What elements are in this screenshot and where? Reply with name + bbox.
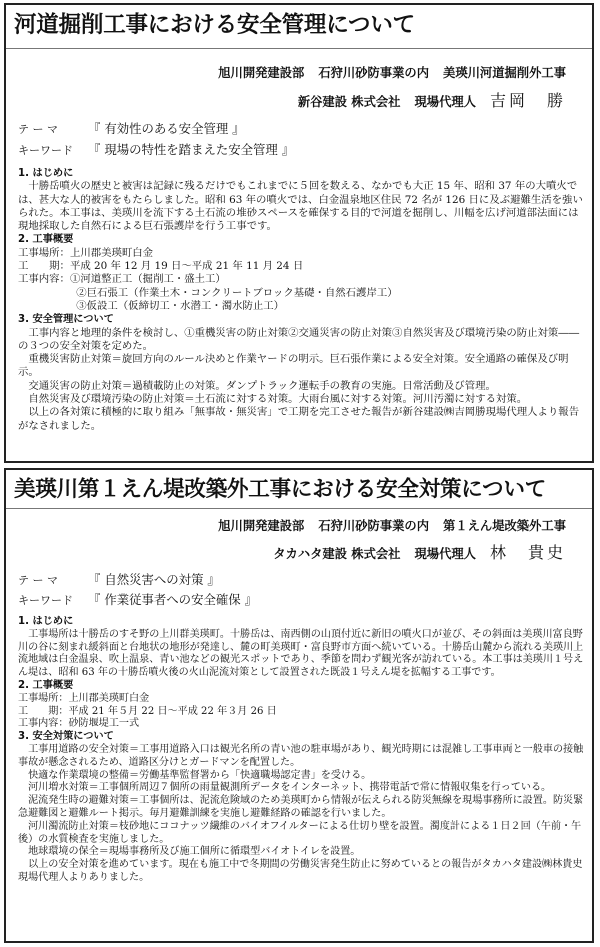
section-paragraph: 十勝岳噴火の歴史と被害は記録に残るだけでもこれまでに５回を数える、なかでも大正 15 年、昭和 37 年の大噴火では、甚大な人的被害をもたらしました。昭和 63 年の噴火では、白金温泉地区住民 72 名が 126 日に及ぶ避難生活を強いられた。本工事は、美瑛川を流下する土石流の堆砂スペースを確保する目的で河道を掘削し、川幅を広げ河道部法面には現地採取した自然石による巨石張護岸を行う工事です。 [18, 180, 583, 233]
section-heading: 2. 工事概要 [18, 679, 74, 691]
article-title: 河道掘削工事における安全管理について [14, 12, 415, 38]
section-paragraph: 地球環境の保全＝現場事務所及び施工個所に循環型バイオトイレを設置。 [28, 846, 361, 858]
section-paragraph: 自然災害及び環境汚染の防止対策＝土石流に対する対策。大雨台風に対する対策。河川汚濁に対する対策。 [28, 393, 528, 406]
contractor-line [259, 540, 566, 563]
theme-value: 『 自然災害への対策 』 [88, 572, 220, 587]
section-paragraph: 交通災害の防止対策＝過積載防止の対策。ダンプトラック運転手の教育の実施。日常活動及び管理。 [28, 379, 496, 392]
work-period: 工 期：平成 20 年 12 月 19 日～平成 21 年 11 月 24 日 [18, 260, 304, 273]
work-content: ③仮設工（仮締切工・水潜工・濁水防止工） [76, 299, 285, 312]
article-2 [4, 468, 594, 943]
section-heading: 3. 安全対策について [18, 731, 114, 743]
work-place: 工事場所：上川郡美瑛町白金 [18, 246, 154, 259]
section-paragraph: 以上の各対策に積極的に取り組み「無事故・無災害」で工期を完工させた報告が新谷建設㈱吉岡勝現場代理人より報告がなされました。 [18, 406, 580, 432]
title-divider [6, 508, 592, 509]
work-content: ②巨石張工（作業土木・コンクリートブロック基礎・自然石護岸工） [76, 286, 398, 299]
theme-label: テ ー マ [18, 123, 58, 136]
theme-label: テ ー マ [18, 574, 58, 587]
section-paragraph: 河川濁流防止対策＝枝砂地にココナッツ繊維のバイオフイルターによる仕切り壁を設置。濁度計による１日２回（午前・午後）の水質検査を実施しました。 [18, 820, 582, 845]
keyword-label: キーワード [18, 144, 73, 157]
work-period: 工 期：平成 21 年５月 22 日～平成 22 年３月 26 日 [18, 705, 277, 717]
organization-line: 旭川開発建設部 石狩川砂防事業の内 第１えん堤改築外工事 [218, 519, 566, 533]
section-paragraph: 工事用道路の安全対策＝工事用道路入口は観光名所の青い池の駐車場があり、観光時期には混雑し工事車両と一般車の接触事故が懸念されるため、道路区分けとガードマンを配置した。 [18, 743, 584, 768]
section-paragraph: 工事内容と地理的条件を検討し、①重機災害の防止対策②交通災害の防止対策③自然災害及び環境汚染の防止対策――の３つの安全対策を定めた。 [18, 326, 580, 352]
section-heading: 2. 工事概要 [18, 234, 74, 246]
article-title: 美瑛川第１えん堤改築外工事における安全対策について [14, 477, 547, 502]
section-paragraph: 河川増水対策＝工事個所周辺７個所の雨量観測所データをインターネット、携帯電話で常に情報収集を行っている。 [28, 782, 552, 794]
keyword-value: 『 現場の特性を踏まえた安全管理 』 [88, 142, 295, 157]
keyword-label: キーワード [18, 594, 73, 607]
section-paragraph: 工事場所は十勝岳のすそ野の上川群美瑛町。十勝岳は、南西側の山頂付近に新旧の噴火口が並び、その斜面は美瑛川富良野川の谷に刻まれ緩斜面と台地状の地形が発達し、麓の町美瑛町・富良野市方面へ続いている。十勝岳山麓から流れる美瑛川上流地域は白金温泉、吹上温泉、青い池などの観光スポットであり、季節を問わず観光客が訪れている。本工事は美瑛川１号えん堤は、昭和 63 年の十勝岳噴火後の火山泥流対策として設置された既設１号えん堤を拡幅する工事です。 [18, 628, 584, 679]
keyword-line [18, 590, 257, 608]
section-paragraph: 快適な作業環境の整備＝労働基準監督署から「快適職場認定書」を受ける。 [28, 769, 372, 781]
section-heading: 3. 安全管理について [18, 314, 114, 326]
contractor-name: 新谷建設 株式会社 [297, 95, 401, 109]
keyword-value: 『 作業従事者への安全確保 』 [88, 592, 257, 607]
contractor-line [284, 88, 566, 111]
section-paragraph: 泥流発生時の避難対策＝工事個所は、泥流危険域のため美瑛町から情報が伝えられる防災無線を現場事務所に設置。防災緊急避難図と避難ルート掲示。毎月避難訓練を実施し避難経路の確認を行いました。 [18, 795, 584, 819]
representative-name: 林 貴史 [489, 543, 566, 562]
organization-line: 旭川開発建設部 石狩川砂防事業の内 美瑛川河道掘削外工事 [218, 66, 566, 80]
representative-name: 吉岡 勝 [489, 91, 566, 110]
title-divider [6, 48, 592, 49]
article-1 [4, 3, 594, 463]
section-paragraph: 以上の安全対策を進めています。現在も施工中で冬期間の労働災害発生防止に努めているとの報告がタカハタ建設㈱林貴史現場代理人よりありました。 [18, 859, 583, 883]
contractor-role: 現場代理人 [414, 95, 476, 109]
contractor-name: タカハタ建設 株式会社 [273, 547, 401, 561]
work-place: 工事場所：上川郡美瑛町白金 [18, 692, 150, 704]
section-paragraph: 重機災害防止対策＝旋回方向のルール決めと作業ヤードの明示。巨石張作業による安全対策。安全通路の確保及び明示。 [18, 353, 569, 379]
work-content: 工事内容：①河道整正工（掘削工・盛土工） [18, 273, 226, 286]
theme-value: 『 有効性のある安全管理 』 [88, 121, 245, 136]
section-heading: 1. はじめに [18, 168, 74, 179]
theme-line [18, 119, 245, 137]
keyword-line [18, 140, 294, 158]
article-body [18, 167, 584, 433]
work-content: 工事内容：砂防堰堤工一式 [18, 718, 140, 730]
section-heading: 1. はじめに [18, 616, 74, 627]
contractor-role: 現場代理人 [414, 547, 476, 561]
theme-line [18, 570, 220, 588]
article-body [18, 616, 584, 885]
